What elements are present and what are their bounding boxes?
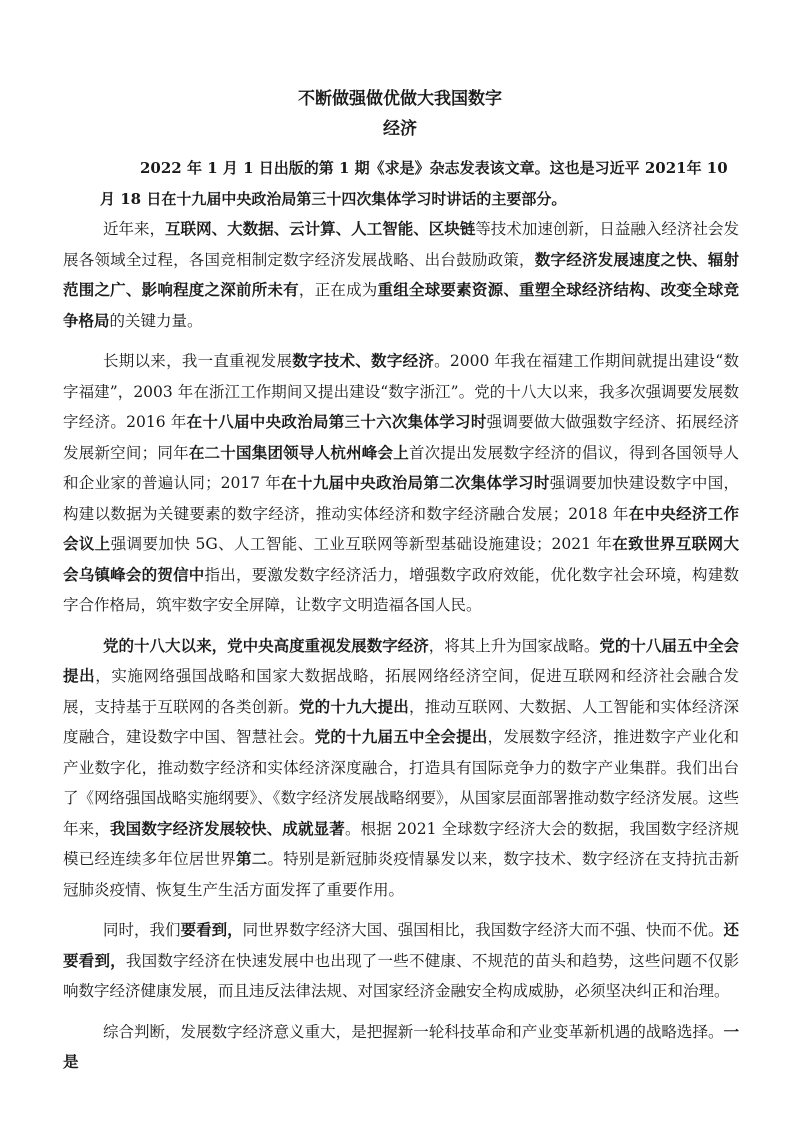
text-run: 同时，我们: [103, 921, 181, 939]
text-run: 。特别是新冠肺炎疫情暴发以来，数字技术、数字经济在支持抗击新冠肺炎疫情、恢复生产生活方面发挥了重要作用。: [63, 850, 739, 899]
text-run: 综合判断，发展数字经济意义重大，是把握新一轮科技革命和产业变革新机遇的战略选择。: [103, 1022, 724, 1041]
bold-text-run: 在十九届中央政治局第二次集体学习时: [281, 473, 550, 492]
bold-text-run: 在中央经济工作会议上: [63, 503, 739, 553]
bold-text-run: 党的十九届五中全会提出: [314, 727, 488, 746]
bold-text-run: 第二: [235, 849, 268, 868]
paragraph: [63, 915, 739, 1007]
bold-text-run: 在二十国集团领导人杭州峰会上: [188, 442, 409, 462]
text-run: 等技术加速创新，日益融入经济社会发展各领域全过程，各国竞相制定数字经济发展战略、出台鼓励政策，: [63, 220, 739, 269]
text-run: 强调要加快 5G、人工智能、工业互联网等新型基础设施建设；2021 年: [110, 535, 613, 553]
source-note: 2022 年 1 月 1 日出版的第 1 期《求是》杂志发表该文章。这也是习近平 2021年 10 月 18 日在十九届中央政治局第三十四次集体学习时讲话的主要部分。: [100, 159, 728, 208]
title-block: [0, 84, 800, 144]
bold-text-run: 要看到，: [180, 920, 243, 939]
paragraph: [63, 631, 739, 906]
bold-text-run: 数字技术、数字经济: [292, 351, 435, 370]
article-body: [63, 214, 739, 1088]
text-run: 强调要做大做强数字经济、拓展经济发展新空间；同年: [63, 413, 739, 462]
bold-text-run: 党的十八届五中全会提出: [63, 635, 739, 685]
text-run: 。根据 2021 全球数字经济大会的数据，我国数字经济规模已经连续多年位居世界: [63, 819, 739, 868]
bold-text-run: 互联网、大数据、云计算、人工智能、区块链: [165, 219, 476, 238]
text-run: 首次提出发展数字经济的倡议，得到各国领导人和企业家的普遍认同；2017 年: [63, 443, 739, 492]
text-run: 同世界数字经济大国、强国相比，我国数字经济大而不强、快而不优。: [242, 921, 724, 939]
paragraph: [63, 214, 739, 336]
text-run: 我国数字经济在快速发展中也出现了一些不健康、不规范的苗头和趋势，这些问题不仅影响数字经济健康发展，而且违反法律法规、对国家经济金融安全构成威胁，必须坚决纠正和治理。: [63, 951, 739, 1000]
text-run: 强调要加快建设数字中国，构建以数据为关键要素的数字经济，推动实体经济和数字经济融合发展；2018 年: [63, 474, 739, 523]
text-run: ，将其上升为国家战略。: [428, 636, 600, 655]
text-run: 近年来，: [103, 220, 166, 238]
text-run: ，发展数字经济，推进数字产业化和产业数字化，推动数字经济和实体经济深度融合，打造具有国际竞争力的数字产业集群。我们出台了《网络强国战略实施纲要》、《数字经济发展战略纲要》，从国家层面部署推动数字经济发展。这些年来，: [63, 728, 739, 838]
text-run: ，正在成为: [298, 281, 378, 299]
text-run: 长期以来，我一直重视发展: [103, 352, 293, 370]
bold-text-run: 党的十八大以来，党中央高度重视发展数字经济: [103, 635, 429, 655]
document-title-line2: 经济: [383, 119, 417, 139]
bold-text-run: 党的十九大提出: [298, 696, 409, 716]
text-run: 的关键力量。: [109, 311, 203, 330]
text-run: 。2000 年我在福建工作期间就提出建设“数字福建”，2003 年在浙江工作期间又提出建设“数字浙江”。党的十八大以来，我多次强调要发展数字经济。2016 年: [63, 352, 739, 431]
bold-text-run: 重组全球要素资源、重塑全球经济结构、改变全球竞争格局: [63, 280, 739, 330]
bold-text-run: 在致世界互联网大会乌镇峰会的贺信中: [63, 534, 739, 584]
bold-text-run: 在十八届中央政治局第三十六次集体学习时: [186, 412, 487, 431]
document-title-line1: 不断做强做优做大我国数字: [298, 89, 502, 109]
bold-text-run: 一是: [63, 1021, 739, 1071]
paragraph: [63, 346, 739, 621]
text-run: ，推动互联网、大数据、人工智能和实体经济深度融合，建设数字中国、智慧社会。: [63, 697, 739, 746]
paragraph: [63, 1017, 739, 1078]
text-run: ，实施网络强国战略和国家大数据战略，拓展网络经济空间，促进互联网和经济社会融合发展，支持基于互联网的各类创新。: [63, 667, 739, 716]
text-run: 指出，要激发数字经济活力，增强数字政府效能，优化数字社会环境，构建数字合作格局，筑牢数字安全屏障，让数字文明造福各国人民。: [63, 565, 739, 614]
bold-text-run: 我国数字经济发展较快、成就显著: [110, 818, 345, 838]
bold-text-run: 还要看到，: [63, 920, 739, 970]
bold-text-run: 数字经济发展速度之快、辐射范围之广、影响程度之深前所未有: [63, 249, 739, 299]
